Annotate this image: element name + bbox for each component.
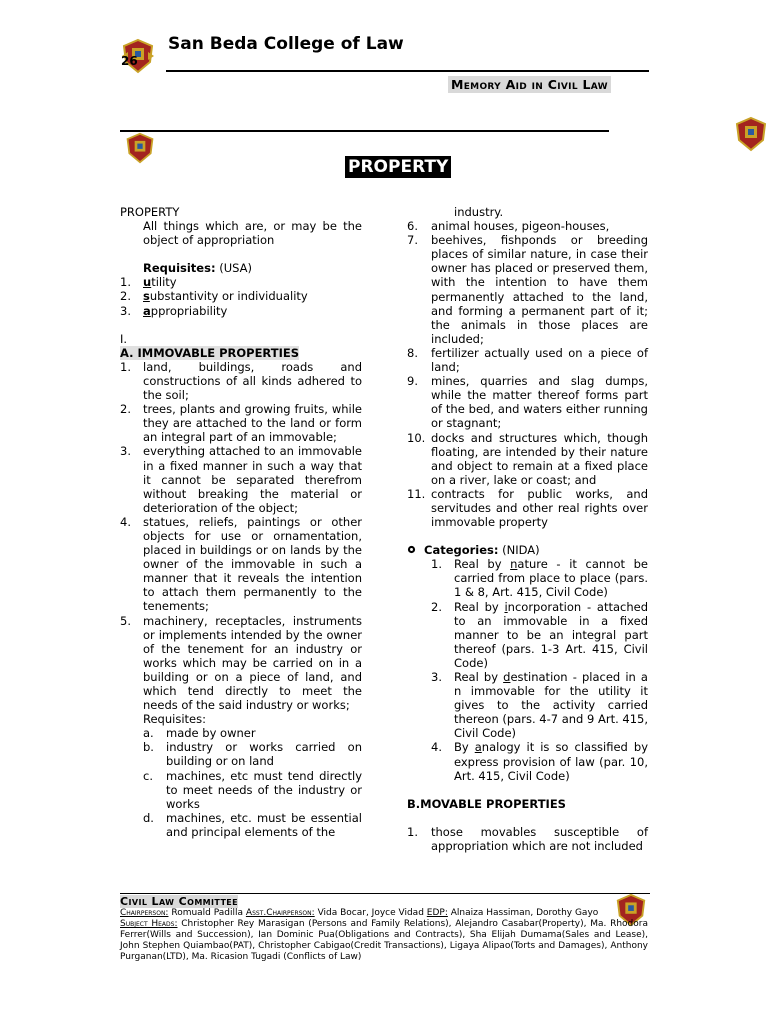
- item-text: land, buildings, roads and constructions of all kinds adhered to the soil;: [143, 359, 362, 403]
- item-text: Real by nature - it cannot be carried from place to place (pars. 1 & 8, Art. 415, Civil Code): [454, 557, 648, 600]
- item-number: 1.: [407, 824, 418, 839]
- item-text: substantivity or individuality: [143, 289, 308, 304]
- item-text: machinery, receptacles, instruments or implements intended by the owner of the tenement for an industry or works which may be carried on in a building or on a piece of land, and which tend directly to meet the needs of the said industry or works;: [143, 613, 362, 713]
- item5-requisites: [120, 726, 362, 839]
- definition: All things which are, or may be the object of appropriation: [120, 219, 362, 247]
- officers-line: Chairperson: Romuald Padilla Asst.Chairperson: Vida Bocar, Joyce Vidad EDP: Alnaiza Hassiman, Dorothy Gayo: [120, 908, 599, 918]
- requisite-item: [120, 275, 362, 289]
- mnemonic-letter: s: [143, 289, 150, 304]
- college-seal-icon: [124, 132, 156, 164]
- item-text: contracts for public works, and servitudes and other real rights over immovable property: [431, 486, 648, 530]
- item-number: 10.: [407, 430, 426, 445]
- item-number: 2.: [431, 599, 442, 614]
- item-text: Real by destination - placed in a n immovable for the utility it gives to the activity carried thereon (pars. 4-7 and 9 Art. 415, Civil Code): [454, 670, 648, 741]
- categories-list: [407, 557, 648, 783]
- item-number: c.: [143, 768, 153, 783]
- item5-requisites-label: Requisites:: [143, 712, 206, 727]
- list-item: [407, 219, 648, 233]
- category-item: [407, 740, 648, 782]
- item-number: 1.: [120, 275, 131, 290]
- item-number: 1.: [431, 557, 442, 572]
- page-title: PROPERTY: [345, 156, 451, 178]
- item-text: statues, reliefs, paintings or other objects for use or ornamentation, placed in buildings or on lands by the owner of the immovable in such a manner that it reveals the intention to attach them permanently to the tenements;: [143, 514, 362, 614]
- immovable-items: [120, 360, 362, 712]
- item-number: 5.: [120, 613, 131, 628]
- list-item: [120, 360, 362, 402]
- item-number: 3.: [431, 670, 442, 684]
- movable-heading: B.MOVABLE PROPERTIES: [407, 796, 566, 811]
- mnemonic-letter: d: [503, 670, 511, 684]
- footer-rule: [120, 893, 650, 894]
- item-text: machines, etc must tend directly to meet needs of the industry or works: [166, 768, 362, 811]
- movable-items: [407, 825, 648, 853]
- item-number: a.: [143, 726, 154, 741]
- item-number: 3.: [120, 444, 131, 459]
- school-name: San Beda College of Law: [168, 34, 404, 54]
- item-number: d.: [143, 810, 154, 825]
- roman-numeral: I.: [120, 331, 128, 346]
- item-number: b.: [143, 740, 154, 755]
- requisite-sub-item: [120, 740, 362, 768]
- left-column: [120, 205, 362, 839]
- circle-bullet-icon: [407, 543, 424, 557]
- category-item: [407, 557, 648, 599]
- item-number: 7.: [407, 233, 418, 248]
- requisite-item: [120, 289, 362, 303]
- item-text: mines, quarries and slag dumps, while the matter thereof forms part of the bed, and waters either running or stagnant;: [431, 374, 648, 431]
- item-number: 4.: [431, 740, 442, 755]
- header-subtitle: Memory Aid in Civil Law: [448, 76, 611, 93]
- list-item: [120, 614, 362, 713]
- item-text: machines, etc. must be essential and principal elements of the: [166, 810, 362, 839]
- right-column: [407, 205, 648, 853]
- requisite-sub-item: [120, 811, 362, 839]
- item-number: 6.: [407, 219, 418, 234]
- continuation-text: industry.: [454, 205, 504, 219]
- item-text: Real by incorporation - attached to an immovable in a fixed manner to be an integral part thereof (pars. 1-3 Art. 415, Civil Code): [454, 599, 648, 670]
- mnemonic-letter: n: [510, 557, 518, 572]
- item-number: 1.: [120, 359, 131, 374]
- list-item: [120, 444, 362, 514]
- list-item: [120, 515, 362, 614]
- list-item: [407, 346, 648, 374]
- item-number: 2.: [120, 402, 131, 417]
- category-item: [407, 600, 648, 670]
- item-text: trees, plants and growing fruits, while they are attached to the land or form an integral part of an immovable;: [143, 402, 362, 445]
- immovable-items-continued: [407, 219, 648, 529]
- item-text: animal houses, pigeon-houses,: [431, 219, 610, 234]
- mnemonic-letter: i: [504, 599, 508, 614]
- list-item: [407, 374, 648, 430]
- subject-heads-line: Subject Heads: Christopher Rey Marasigan (Persons and Family Relations), Alejandro Casabar(Property), Ma. Rhodora Ferrer(Wills and Succession), Ian Dominic Pua(Obligations and Contracts), Sha Elijah Dumama(Sales and Lease), John Stephen Quiambao(PAT), Christopher Cabigao(Credit Transactions), Ligaya Alipao(Torts and Damages), Anthony Purganan(LTD), Ma. Ricasion Tugadi (Conflicts of Law): [120, 919, 648, 962]
- list-item: [407, 233, 648, 346]
- item-number: 2.: [120, 289, 131, 304]
- mnemonic-letter: u: [143, 275, 152, 290]
- item-number: 4.: [120, 514, 131, 529]
- list-item: [407, 487, 648, 529]
- categories-heading: Categories: (NIDA): [407, 543, 648, 557]
- mnemonic-letter: a: [474, 740, 482, 755]
- mnemonic-letter: a: [143, 303, 151, 318]
- immovable-heading: A. IMMOVABLE PROPERTIES: [120, 345, 300, 360]
- item-text: industry or works carried on building or on land: [166, 740, 362, 769]
- item-text: those movables susceptible of appropriation which are not included: [431, 824, 648, 853]
- list-item: [407, 825, 648, 853]
- header-rule: [166, 70, 649, 72]
- item-number: 8.: [407, 345, 418, 360]
- section-heading: PROPERTY: [120, 205, 180, 219]
- item-text: fertilizer actually used on a piece of land;: [431, 345, 648, 375]
- committee-credits: [120, 908, 648, 963]
- category-item: [407, 670, 648, 740]
- requisite-sub-item: [120, 726, 362, 740]
- square-bullet-icon: [120, 219, 143, 247]
- item-text: everything attached to an immovable in a fixed manner in such a way that it cannot be separated therefrom without breaking the material or deterioration of the object;: [143, 444, 362, 515]
- item-text: made by owner: [166, 726, 256, 741]
- college-seal-icon: [733, 116, 768, 152]
- list-item: [407, 431, 648, 487]
- requisites-heading: Requisites: (USA): [120, 261, 362, 275]
- requisite-item: [120, 304, 362, 318]
- page-number: 26: [121, 54, 138, 68]
- square-bullet-icon: [120, 261, 143, 275]
- item-text: docks and structures which, though floating, are intended by their nature and object to remain at a fixed place on a river, lake or coast; and: [431, 430, 648, 487]
- item-text: utility: [143, 275, 177, 290]
- item-number: 3.: [120, 303, 131, 318]
- item-text: appropriability: [143, 303, 228, 318]
- committee-name: Civil Law Committee: [120, 895, 239, 908]
- item-number: 9.: [407, 374, 418, 389]
- item-text: By analogy it is so classified by express provision of law (par. 10, Art. 415, Civil Code): [454, 740, 648, 783]
- item-number: 11.: [407, 486, 426, 501]
- item-text: beehives, fishponds or breeding places of similar nature, in case their owner has placed or preserved them, with the intention to have them permanently attached to the land, and forming a permanent part of it; the animals in those places are included;: [431, 233, 648, 346]
- list-item: [120, 402, 362, 444]
- section-rule: [120, 130, 609, 132]
- requisites-list: [120, 275, 362, 317]
- requisite-sub-item: [120, 769, 362, 811]
